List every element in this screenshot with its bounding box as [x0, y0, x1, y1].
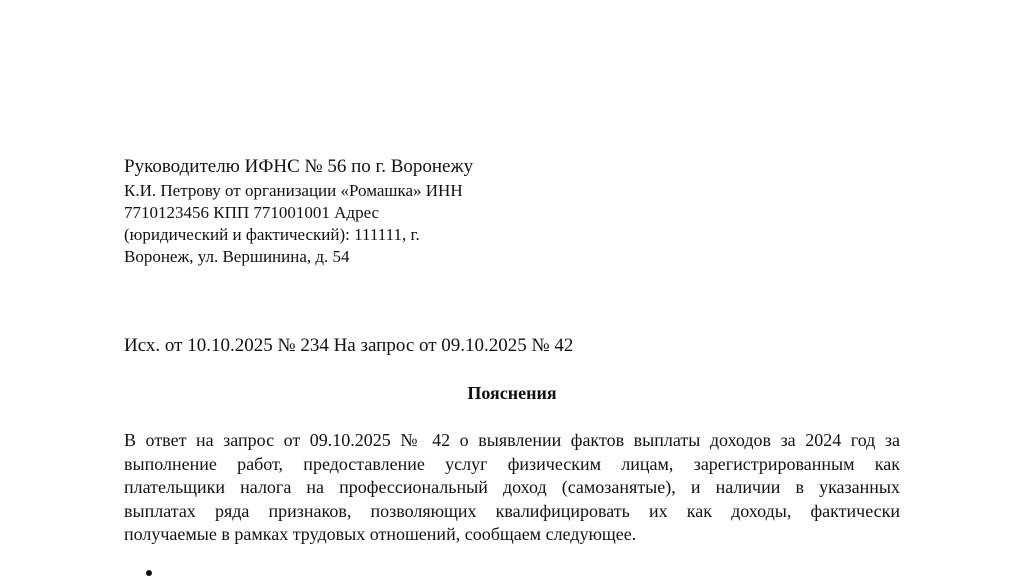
body-line-3: плательщики налога на профессиональный доход (самозанятые), и наличии в указанных — [124, 477, 900, 497]
body-line-1: В ответ на запрос от 09.10.2025 № 42 о выявлении фактов выплаты доходов за 2024 год за — [124, 430, 900, 450]
addressee-line-2: К.И. Петрову от организации «Ромашка» ИНН — [124, 181, 463, 200]
addressee-line-4: (юридический и фактический): 111111, г. — [124, 225, 420, 244]
body-line-2: выполнение работ, предоставление услуг физическим лицам, зарегистрированным как — [124, 453, 900, 474]
addressee-line-3: 7710123456 КПП 771001001 Адрес — [124, 203, 380, 222]
addressee-line-1: Руководителю ИФНС № 56 по г. Воронежу — [124, 156, 474, 177]
cut-off-next-line — [124, 568, 900, 576]
body-paragraph — [124, 429, 900, 547]
outgoing-reference: Исх. от 10.10.2025 № 234 На запрос от 09.10.2025 № 42 — [124, 335, 574, 356]
addressee-line-5: Воронеж, ул. Вершинина, д. 54 — [124, 247, 350, 266]
document-title: Пояснения — [467, 383, 557, 403]
body-line-4: выплатах ряда признаков, позволяющих квалифицировать их как доходы, фактически — [124, 500, 900, 521]
body-line-5: получаемые в рамках трудовых отношений, сообщаем следующее. — [124, 524, 637, 544]
list-bullet — [146, 570, 152, 576]
addressee-block — [124, 154, 544, 268]
